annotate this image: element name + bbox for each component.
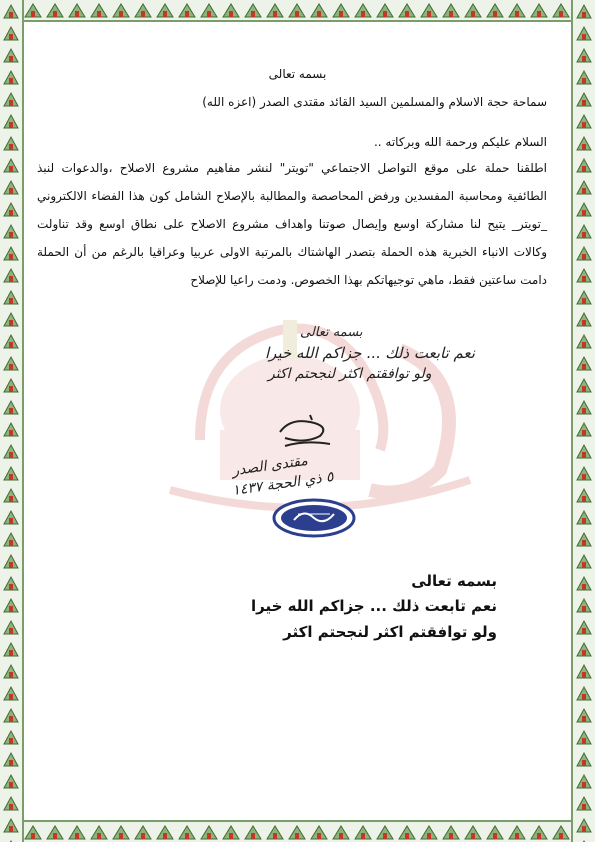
- signature-date: ٥ ذي الحجة ١٤٣٧: [231, 468, 335, 500]
- letter-heading: بسمه تعالى: [268, 67, 327, 81]
- handwritten-heading: بسمه تعالى: [300, 325, 363, 340]
- handwritten-line-3: ولو توافقتم اكثر لنجحتم اكثر: [268, 366, 432, 382]
- signature-icon: [270, 410, 340, 450]
- reply-line-3: ولو توافقتم اكثر لنجحتم اكثر: [283, 623, 497, 641]
- page-border-right: [571, 0, 595, 842]
- page-border-bottom: [0, 820, 595, 842]
- handwritten-line-2: نعم تابعت ذلك ... جزاكم الله خيرا: [265, 344, 475, 362]
- page-border-top: [0, 0, 595, 22]
- official-seal-icon: [272, 498, 356, 538]
- letter-body: اطلقنا حملة على موقع التواصل الاجتماعي "تويتر" لنشر مفاهيم مشروع الاصلاح ،والدعوات لنبذ الطائفية ومحاسبة المفسدين ورفض المحاصصة والمطالبة بالإصلاح الشامل كون هذا الفضاء الالكتروني _تويتر_ يتيح لنا مشاركة اوسع وإيصال صوتنا واهداف مشروع الاصلاح على نطاق اوسع وقد تناولت وكالات الانباء الخبرية هذه الحملة بتصدر الهاشتاك بالمرتبة الاولى عربيا وعراقيا بالرغم من أن الحملة دامت ساعتين فقط، ماهي توجيهاتكم بهذا الخصوص. ودمت راعيا للإصلاح: [37, 161, 547, 287]
- addressee-line: سماحة حجة الاسلام والمسلمين السيد القائد مقتدى الصدر (اعزه الله): [202, 95, 547, 109]
- signature-name: مقتدى الصدر: [231, 452, 309, 480]
- reply-heading: بسمه تعالى: [411, 572, 497, 590]
- greeting-line: السلام عليكم ورحمة الله وبركاته ..: [373, 135, 547, 149]
- reply-line-2: نعم تابعت ذلك ... جزاكم الله خيرا: [251, 597, 497, 615]
- page-border-left: [0, 0, 24, 842]
